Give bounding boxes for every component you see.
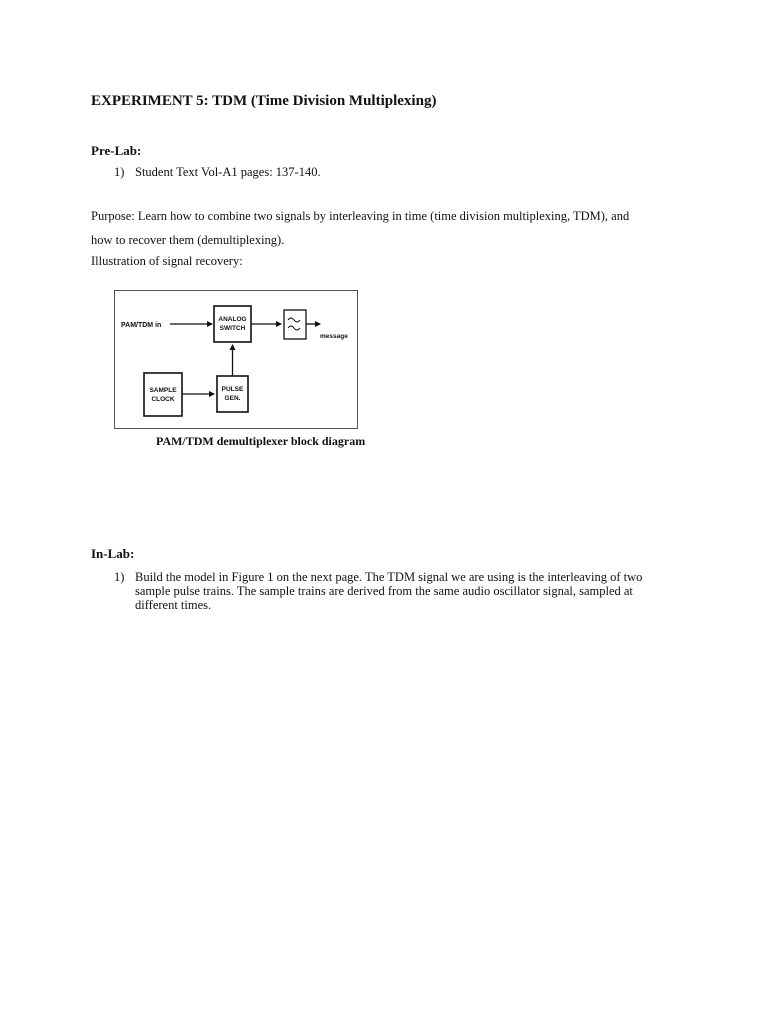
- lowpass-filter-block: [284, 310, 306, 339]
- analog-switch-label-1: ANALOG: [218, 316, 247, 323]
- inlab-item-line-1: Build the model in Figure 1 on the next page. The TDM signal we are using is the interleaving of two: [135, 570, 643, 584]
- inlab-heading: In-Lab:: [91, 546, 135, 561]
- document-title: EXPERIMENT 5: TDM (Time Division Multiplexing): [91, 93, 437, 109]
- pulse-gen-label-1: PULSE: [221, 386, 244, 393]
- pulse-gen-block: [217, 376, 248, 412]
- pulse-gen-label-2: GEN.: [224, 395, 241, 402]
- prelab-item-text: Student Text Vol-A1 pages: 137-140.: [135, 165, 321, 179]
- sample-clock-label-2: CLOCK: [151, 396, 175, 403]
- sample-clock-label-1: SAMPLE: [149, 387, 177, 394]
- demultiplexer-block-diagram: [114, 290, 360, 432]
- purpose-line-1: Purpose: Learn how to combine two signals by interleaving in time (time division multiplexing, TDM), and: [91, 209, 630, 223]
- output-label: message: [320, 333, 348, 340]
- inlab-item-number: 1): [114, 570, 125, 584]
- prelab-item-number: 1): [114, 165, 125, 179]
- inlab-item-line-3: different times.: [135, 598, 212, 612]
- input-label: PAM/TDM in: [121, 322, 162, 329]
- diagram-caption: PAM/TDM demultiplexer block diagram: [156, 434, 366, 448]
- analog-switch-block: [214, 306, 251, 342]
- purpose-line-2: how to recover them (demultiplexing).: [91, 233, 285, 247]
- inlab-item-line-2: sample pulse trains. The sample trains are derived from the same audio oscillator signal, sampled at: [135, 584, 633, 598]
- sample-clock-block: [144, 373, 182, 416]
- analog-switch-label-2: SWITCH: [219, 325, 246, 332]
- prelab-heading: Pre-Lab:: [91, 143, 142, 158]
- illustration-label: Illustration of signal recovery:: [91, 254, 243, 268]
